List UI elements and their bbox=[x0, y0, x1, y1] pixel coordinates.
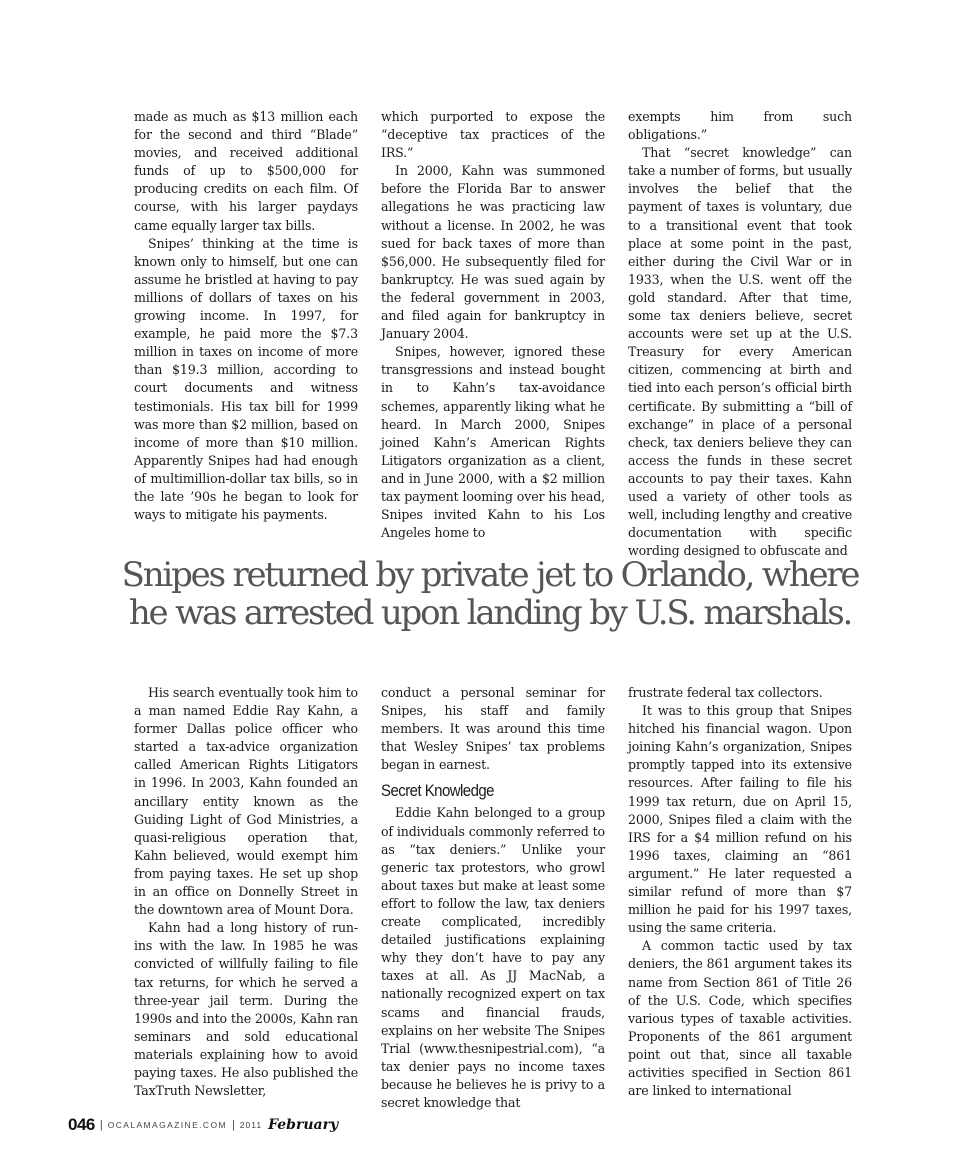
paragraph: His search eventually took him to a man named Eddie Ray Kahn, a former Dallas police officer who started a tax-advice organization called American Rights Litigators in 1996. In 2003, Kahn founded an ancillary entity known as the Guiding Light of God Ministries, a quasi-religious operation that, Kahn believed, would exempt him from paying taxes. He set up shop in an office on Donnelly Street in the downtown area of Mount Dora. bbox=[134, 685, 358, 918]
page-number: 046 bbox=[68, 1115, 95, 1134]
paragraph: exempts him from such obligations.” bbox=[628, 109, 852, 143]
top-column-3 bbox=[628, 108, 852, 560]
paragraph: frustrate federal tax collectors. bbox=[628, 685, 823, 700]
paragraph: made as much as $13 million each for the second and third “Blade” movies, and received additional funds of up to $500,000 for producing credits on each film. Of course, with his larger paydays came equally larger tax bills. bbox=[134, 109, 358, 233]
paragraph: Snipes, however, ignored these transgressions and instead bought in to Kahn’s tax-avoidance schemes, apparently liking what he heard. In March 2000, Snipes joined Kahn’s American Rights Litigators organization as a client, and in June 2000, with a $2 million tax payment looming over his head, Snipes invited Kahn to his Los Angeles home to bbox=[381, 344, 605, 541]
paragraph: In 2000, Kahn was summoned before the Florida Bar to answer allegations he was practicing law without a license. In 2002, he was sued for back taxes of more than $56,000. He subsequently filed for bankruptcy. He was sued again by the federal government in 2003, and filed again for bankruptcy in January 2004. bbox=[381, 163, 605, 342]
bottom-column-1 bbox=[134, 684, 358, 1100]
top-column-1 bbox=[134, 108, 358, 524]
paragraph: It was to this group that Snipes hitched his financial wagon. Upon joining Kahn’s organization, Snipes promptly tapped into its extensive resources. After failing to file his 1999 tax return, due on April 15, 2000, Snipes filed a claim with the IRS for a $4 million refund on his 1996 taxes, claiming an “861 argument.” He later requested a similar refund of more than $7 million he paid for his 1997 taxes, using the same criteria. bbox=[628, 703, 852, 936]
bottom-column-3 bbox=[628, 684, 852, 1100]
bottom-column-2 bbox=[381, 684, 605, 1112]
paragraph: conduct a personal seminar for Snipes, his staff and family members. It was around this time that Wesley Snipes’ tax problems began in earnest. bbox=[381, 685, 605, 773]
pull-quote-line-1: Snipes returned by private jet to Orlando, where bbox=[121, 555, 859, 595]
paragraph: Snipes’ thinking at the time is known only to himself, but one can assume he bristled at having to pay millions of dollars of taxes on his growing income. In 1997, for example, he paid more the $7.3 million in taxes on income of more than $19.3 million, according to court documents and witness testimonials. His tax bill for 1999 was more than $2 million, based on income of more than $10 million. Apparently Snipes had had enough of multimillion-dollar tax bills, so in the late ’90s he began to look for ways to mitigate his payments. bbox=[134, 235, 358, 523]
section-heading: Secret Knowledge bbox=[381, 781, 494, 801]
page-footer bbox=[68, 1114, 338, 1136]
paragraph: That “secret knowledge” can take a number of forms, but usually involves the belief that the payment of taxes is voluntary, due to a transitional event that took place at some point in the past, either during the Civil War or in 1933, when the U.S. went off the gold standard. After that time, some tax deniers believe, secret accounts were set up at the U.S. Treasury for every American citizen, commencing at birth and tied into each person’s official birth certificate. By submitting a “bill of exchange” in place of a personal check, tax deniers believe they can access the funds in these secret accounts to pay their taxes. Kahn used a variety of other tools as well, including lengthy and creative documentation with specific wording designed to obfuscate and bbox=[628, 145, 852, 559]
footer-separator: | bbox=[231, 1119, 235, 1131]
pull-quote bbox=[120, 556, 860, 632]
magazine-website: OCALAMAGAZINE.COM bbox=[107, 1120, 227, 1130]
paragraph: A common tactic used by tax deniers, the 861 argument takes its name from Section 861 of Title 26 of the U.S. Code, which specifies various types of taxable activities. Proponents of the 861 argument point out that, since all taxable activities specified in Section 861 are linked to international bbox=[628, 938, 852, 1099]
paragraph: which purported to expose the “deceptive tax practices of the IRS.” bbox=[381, 109, 605, 161]
issue-year: 2011 bbox=[239, 1120, 263, 1130]
issue-month: February bbox=[268, 1117, 339, 1133]
paragraph: Kahn had a long history of run-ins with the law. In 1985 he was convicted of willfully failing to file tax returns, for which he served a three-year jail term. During the 1990s and into the 2000s, Kahn ran seminars and sold educational materials explaining how to avoid paying taxes. He also published the TaxTruth Newsletter, bbox=[134, 920, 358, 1099]
top-column-2 bbox=[381, 108, 605, 542]
footer-separator: | bbox=[99, 1119, 103, 1131]
paragraph: Eddie Kahn belonged to a group of individuals commonly referred to as “tax deniers.” Unlike your generic tax protestors, who growl about taxes but make at least some effort to follow the law, tax deniers create complicated, incredibly detailed justifications explaining why they don’t have to pay any taxes at all. As JJ MacNab, a nationally recognized expert on tax scams and financial frauds, explains on her website The Snipes Trial (www.thesnipestrial.com), “a tax denier pays no income taxes because he believes he is privy to a secret knowledge that bbox=[381, 805, 605, 1110]
pull-quote-line-2: he was arrested upon landing by U.S. marshals. bbox=[128, 593, 852, 633]
